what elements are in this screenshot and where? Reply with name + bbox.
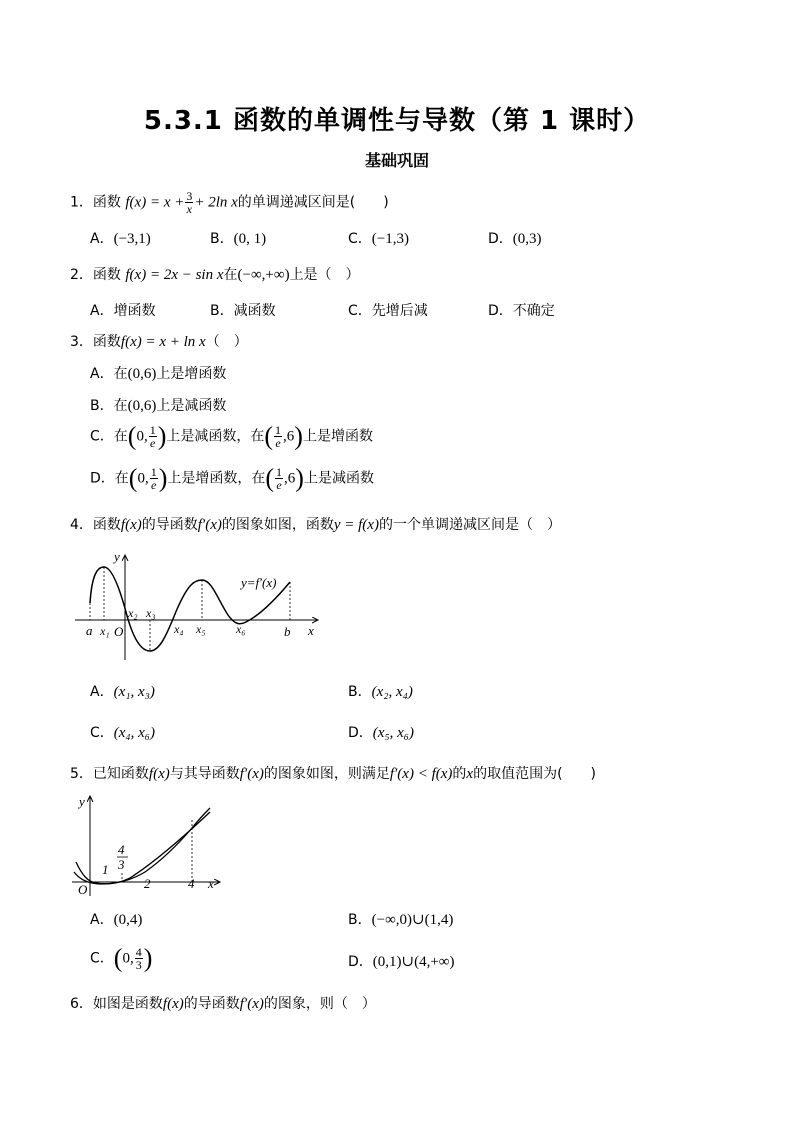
q1-option-b[interactable]: [210, 228, 266, 248]
option-label: D．: [488, 303, 513, 319]
label-b: b: [284, 624, 291, 639]
question-prefix: 函数: [92, 267, 121, 283]
q5-option-b[interactable]: [348, 909, 453, 929]
option-label: A．: [90, 912, 114, 928]
function-expression: f(x) = x +: [125, 194, 185, 211]
fraction-numerator: 1: [149, 423, 156, 437]
option-label: D．: [348, 725, 373, 741]
fraction: [185, 190, 193, 215]
question-suffix: 的一个单调递减区间是（ ）: [378, 517, 561, 533]
option-label: B．: [90, 398, 114, 414]
interval-left: 0,: [122, 950, 134, 967]
option-value: 不确定: [512, 303, 555, 319]
question-6: [70, 993, 376, 1013]
option-label: D．: [90, 470, 115, 487]
interval-right: ,6: [283, 428, 295, 445]
question-suffix: 的取值范围为( ): [473, 766, 597, 782]
left-paren: (: [127, 421, 137, 451]
function-f: f(x): [120, 517, 142, 533]
function-tail: + 2ln x: [194, 194, 238, 211]
option-value: (x₂, x₄): [371, 684, 413, 700]
label-x3: x₃: [146, 606, 156, 620]
q4-option-a[interactable]: [90, 681, 155, 701]
function-expression: f(x) = x + ln x: [120, 334, 206, 350]
right-paren: ): [143, 943, 153, 973]
question-text: 的导函数: [183, 996, 240, 1012]
option-text: 在: [113, 398, 128, 414]
label-x4: x₄: [174, 622, 184, 636]
fraction-numerator: 4: [135, 945, 142, 959]
option-value: 减函数: [233, 303, 276, 319]
curve-label: y=f′(x): [241, 575, 277, 590]
fraction: [135, 946, 143, 971]
right-paren: ): [157, 421, 167, 451]
y-axis-label: y: [79, 794, 85, 809]
q4-option-c[interactable]: [90, 722, 155, 742]
option-value: (−3,1): [113, 231, 151, 247]
fraction-numerator: 3: [186, 189, 193, 203]
left-paren: (: [264, 421, 274, 451]
option-value: (−∞,0)∪(1,4): [371, 912, 454, 928]
question-text: 的图象如图，函数: [221, 517, 334, 533]
fraction-denominator: 3: [135, 958, 142, 972]
function-f-prime: f′(x): [239, 996, 264, 1012]
question-text: 的导函数: [141, 517, 198, 533]
question-4: [70, 514, 561, 534]
function-f: f(x): [148, 766, 170, 782]
option-value: (0,1)∪(4,+∞): [372, 954, 455, 970]
function-expression: f(x) = 2x − sin x: [125, 267, 224, 283]
y-axis-label: y: [114, 549, 120, 564]
q1-option-d[interactable]: [488, 228, 542, 248]
fraction-denominator: e: [275, 436, 281, 450]
option-value: 先增后减: [371, 303, 428, 319]
label-a: a: [86, 623, 93, 638]
left-paren: (: [128, 463, 138, 493]
interval: (−∞,+∞): [237, 267, 290, 283]
option-text: 上是增函数: [156, 366, 227, 382]
question-prefix: 已知函数: [92, 766, 149, 782]
option-label: A．: [90, 231, 114, 247]
question-prefix: 函数: [92, 517, 121, 533]
option-value: (0, 1): [233, 231, 267, 247]
option-label: A．: [90, 303, 114, 319]
right-paren: ): [295, 463, 304, 493]
curve-f: [74, 808, 210, 884]
fraction-numerator: 1: [150, 465, 157, 479]
q4-option-b[interactable]: [348, 681, 413, 701]
fraction: [150, 466, 158, 491]
label-x1: x₁: [100, 624, 110, 638]
fraction: [149, 424, 157, 449]
question-5: [70, 763, 596, 783]
q5-function-graph: [70, 790, 230, 900]
option-text: 在: [114, 470, 129, 487]
label-origin: O: [78, 882, 88, 897]
q3-option-b[interactable]: [90, 395, 226, 415]
option-label: A．: [90, 366, 114, 382]
x-axis-label: x: [208, 876, 214, 891]
option-text: 在: [113, 366, 128, 382]
fraction-denominator: e: [151, 478, 157, 492]
option-label: B．: [210, 231, 234, 247]
question-number: 5．: [70, 766, 93, 782]
q5-option-a[interactable]: [90, 909, 142, 929]
label-two: 2: [144, 876, 151, 891]
option-label: D．: [488, 231, 513, 247]
q4-derivative-graph: [70, 545, 330, 670]
label-x-four: 4: [188, 876, 195, 891]
interval: (0,6): [127, 398, 157, 414]
q2-option-d[interactable]: [488, 300, 555, 320]
fraction-denominator: e: [276, 478, 282, 492]
label-four: 4: [118, 842, 125, 857]
q2-option-a[interactable]: [90, 300, 156, 320]
question-number: 4．: [70, 517, 93, 533]
question-text: 的图象如图，则满足: [263, 766, 390, 782]
question-text: 的: [452, 766, 467, 782]
interval-left: 0,: [137, 470, 149, 487]
label-x5: x₅: [196, 622, 206, 636]
function-y: y = f(x): [333, 517, 379, 533]
option-label: B．: [348, 912, 372, 928]
option-value: (−1,3): [371, 231, 409, 247]
question-suffix: 的图象，则（ ）: [263, 996, 376, 1012]
variable-x: x: [466, 766, 474, 782]
interval-right: ,6: [284, 470, 296, 487]
question-prefix: 如图是函数: [92, 996, 163, 1012]
function-f-prime: f′(x): [239, 766, 264, 782]
option-value: (x₄, x₆): [113, 725, 156, 741]
left-paren: (: [113, 943, 123, 973]
option-value: (x₅, x₆): [372, 725, 415, 741]
right-paren: ): [158, 463, 168, 493]
q5-option-d[interactable]: [348, 951, 454, 971]
q3-option-d[interactable]: [90, 463, 374, 493]
option-label: C．: [348, 231, 372, 247]
label-one: 1: [102, 862, 109, 877]
option-label: C．: [348, 303, 372, 319]
fraction-numerator: 1: [275, 423, 282, 437]
label-x6: x₆: [236, 622, 246, 636]
interval: (0,6): [127, 366, 157, 382]
option-text: 上是增函数，在: [167, 470, 266, 487]
function-f: f(x): [162, 996, 184, 1012]
q1-option-a[interactable]: [90, 228, 151, 248]
q4-option-d[interactable]: [348, 722, 414, 742]
question-prefix: 函数: [92, 334, 121, 350]
option-label: C．: [90, 725, 114, 741]
option-value: (0,3): [512, 231, 542, 247]
inequality: f′(x) < f(x): [389, 766, 453, 782]
option-text: 上是增函数: [302, 428, 373, 445]
right-paren: ): [294, 421, 303, 451]
option-label: C．: [90, 428, 114, 445]
option-text: 上是减函数: [156, 398, 227, 414]
fraction-numerator: 1: [276, 465, 283, 479]
fraction-denominator: x: [186, 202, 192, 216]
option-text: 上是减函数，在: [166, 428, 265, 445]
q2-option-b[interactable]: [210, 300, 276, 320]
label-origin: O: [114, 624, 124, 639]
label-x2: x₂: [128, 606, 138, 620]
label-three: 3: [118, 857, 125, 872]
q1-option-c[interactable]: [348, 228, 409, 248]
fraction: [274, 424, 282, 449]
option-text: 在: [113, 428, 128, 445]
option-label: B．: [210, 303, 234, 319]
x-axis-label: x: [308, 623, 314, 638]
question-suffix: （ ）: [205, 334, 248, 350]
q5-option-c[interactable]: [90, 943, 153, 973]
fraction: [275, 466, 283, 491]
left-paren: (: [265, 463, 275, 493]
function-f-prime: f′(x): [197, 517, 222, 533]
page-title: 5.3.1 函数的单调性与导数（第 1 课时）: [143, 106, 651, 136]
question-2: [70, 264, 360, 284]
option-value: (x₁, x₃): [113, 684, 155, 700]
question-3: [70, 331, 248, 351]
q3-option-c[interactable]: [90, 421, 373, 451]
question-text: 与其导函数: [169, 766, 240, 782]
interval-left: 0,: [136, 428, 148, 445]
option-label: C．: [90, 950, 114, 967]
option-value: 增函数: [113, 303, 156, 319]
question-suffix: 的单调递减区间是( ): [237, 194, 389, 211]
question-number: 2．: [70, 267, 93, 283]
q3-option-a[interactable]: [90, 363, 226, 383]
question-number: 3．: [70, 334, 93, 350]
fraction-denominator: e: [150, 436, 156, 450]
option-label: A．: [90, 684, 114, 700]
question-mid: 在: [223, 267, 238, 283]
option-text: 上是减函数: [303, 470, 374, 487]
question-1: [70, 190, 389, 215]
q2-option-c[interactable]: [348, 300, 428, 320]
question-number: 1．: [70, 194, 93, 211]
question-prefix: 函数: [92, 194, 121, 211]
option-label: B．: [348, 684, 372, 700]
option-value: (0,4): [113, 912, 143, 928]
question-number: 6．: [70, 996, 93, 1012]
section-subtitle: 基础巩固: [364, 151, 429, 170]
option-label: D．: [348, 954, 373, 970]
question-suffix: 上是（ ）: [289, 267, 360, 283]
